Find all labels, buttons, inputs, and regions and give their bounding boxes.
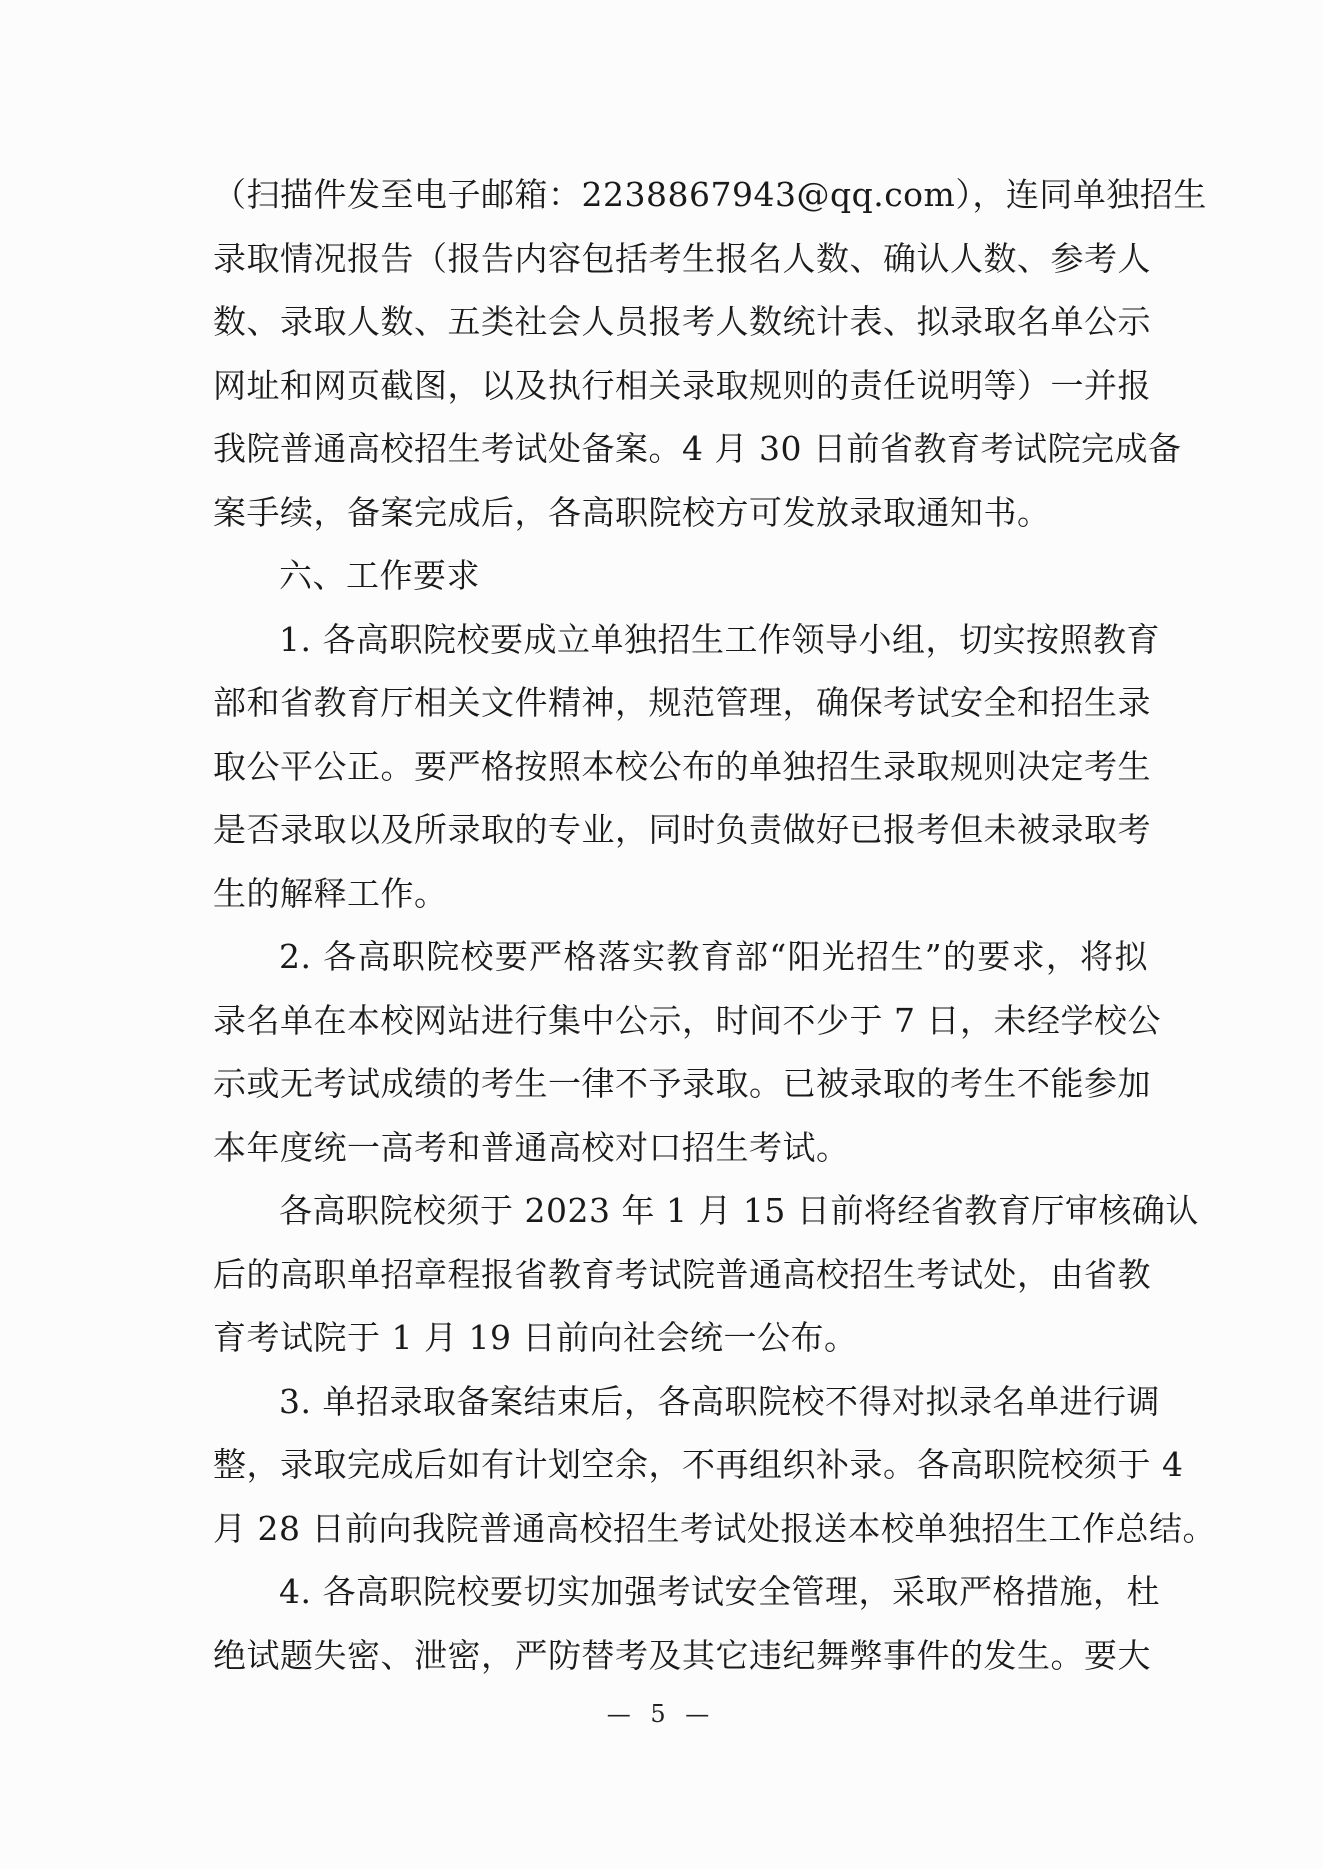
paragraph-item-2: [213, 925, 1161, 1179]
text-line: 月 28 日前向我院普通高校招生考试处报送本校单独招生工作总结。: [213, 1508, 1216, 1548]
text-line: 数、录取人数、五类社会人员报考人数统计表、拟录取名单公示: [213, 302, 1151, 341]
text-line: 本年度统一高考和普通高校对口招生考试。: [213, 1127, 850, 1167]
text-line: 录名单在本校网站进行集中公示，时间不少于 7 日，未经学校公: [213, 1000, 1161, 1040]
text-line: 整，录取完成后如有计划空余，不再组织补录。各高职院校须于 4: [213, 1445, 1184, 1484]
page-number: — 5 —: [606, 1700, 716, 1728]
text-line: 4. 各高职院校要切实加强考试安全管理，采取严格措施，杜: [279, 1572, 1160, 1611]
paragraph-continued: [213, 163, 1207, 544]
text-line: 网址和网页截图，以及执行相关录取规则的责任说明等）一并报: [213, 365, 1151, 405]
text-line: 示或无考试成绩的考生一律不予录取。已被录取的考生不能参加: [213, 1064, 1151, 1103]
section-heading: [213, 544, 1148, 608]
text-line: 3. 单招录取备案结束后，各高职院校不得对拟录名单进行调: [279, 1381, 1160, 1421]
text-line: 后的高职单招章程报省教育考试院普通高校招生考试处，由省教: [213, 1254, 1151, 1294]
text-line: 是否录取以及所录取的专业，同时负责做好已报考但未被录取考: [213, 810, 1151, 849]
text-line: 录取情况报告（报告内容包括考生报名人数、确认人数、参考人: [213, 238, 1151, 278]
text-line: 案手续，备案完成后，各高职院校方可发放录取通知书。: [213, 492, 1051, 532]
paragraph-deadline: [213, 1179, 1199, 1370]
paragraph-item-3: [213, 1370, 1216, 1561]
text-line: 绝试题失密、泄密，严防替考及其它违纪舞弊事件的发生。要大: [213, 1635, 1151, 1675]
text-line: 我院普通高校招生考试处备案。4 月 30 日前省教育考试院完成备: [213, 429, 1182, 468]
text-line: 1. 各高职院校要成立单独招生工作领导小组，切实按照教育: [279, 619, 1160, 659]
section-heading-text: 六、工作要求: [279, 556, 480, 595]
text-line: 生的解释工作。: [213, 873, 448, 913]
text-line: （扫描件发至电子邮箱：2238867943@qq.com），连同单独招生: [213, 175, 1207, 214]
document-body: [213, 163, 1216, 1687]
text-line: 2. 各高职院校要严格落实教育部“阳光招生”的要求，将拟: [279, 937, 1148, 976]
paragraph-item-1: [213, 608, 1160, 926]
text-line: 各高职院校须于 2023 年 1 月 15 日前将经省教育厅审核确认: [279, 1191, 1199, 1230]
text-line: 部和省教育厅相关文件精神，规范管理，确保考试安全和招生录: [213, 683, 1151, 722]
text-line: 育考试院于 1 月 19 日前向社会统一公布。: [213, 1318, 858, 1357]
paragraph-item-4: [213, 1560, 1160, 1687]
text-line: 取公平公正。要严格按照本校公布的单独招生录取规则决定考生: [213, 746, 1151, 786]
